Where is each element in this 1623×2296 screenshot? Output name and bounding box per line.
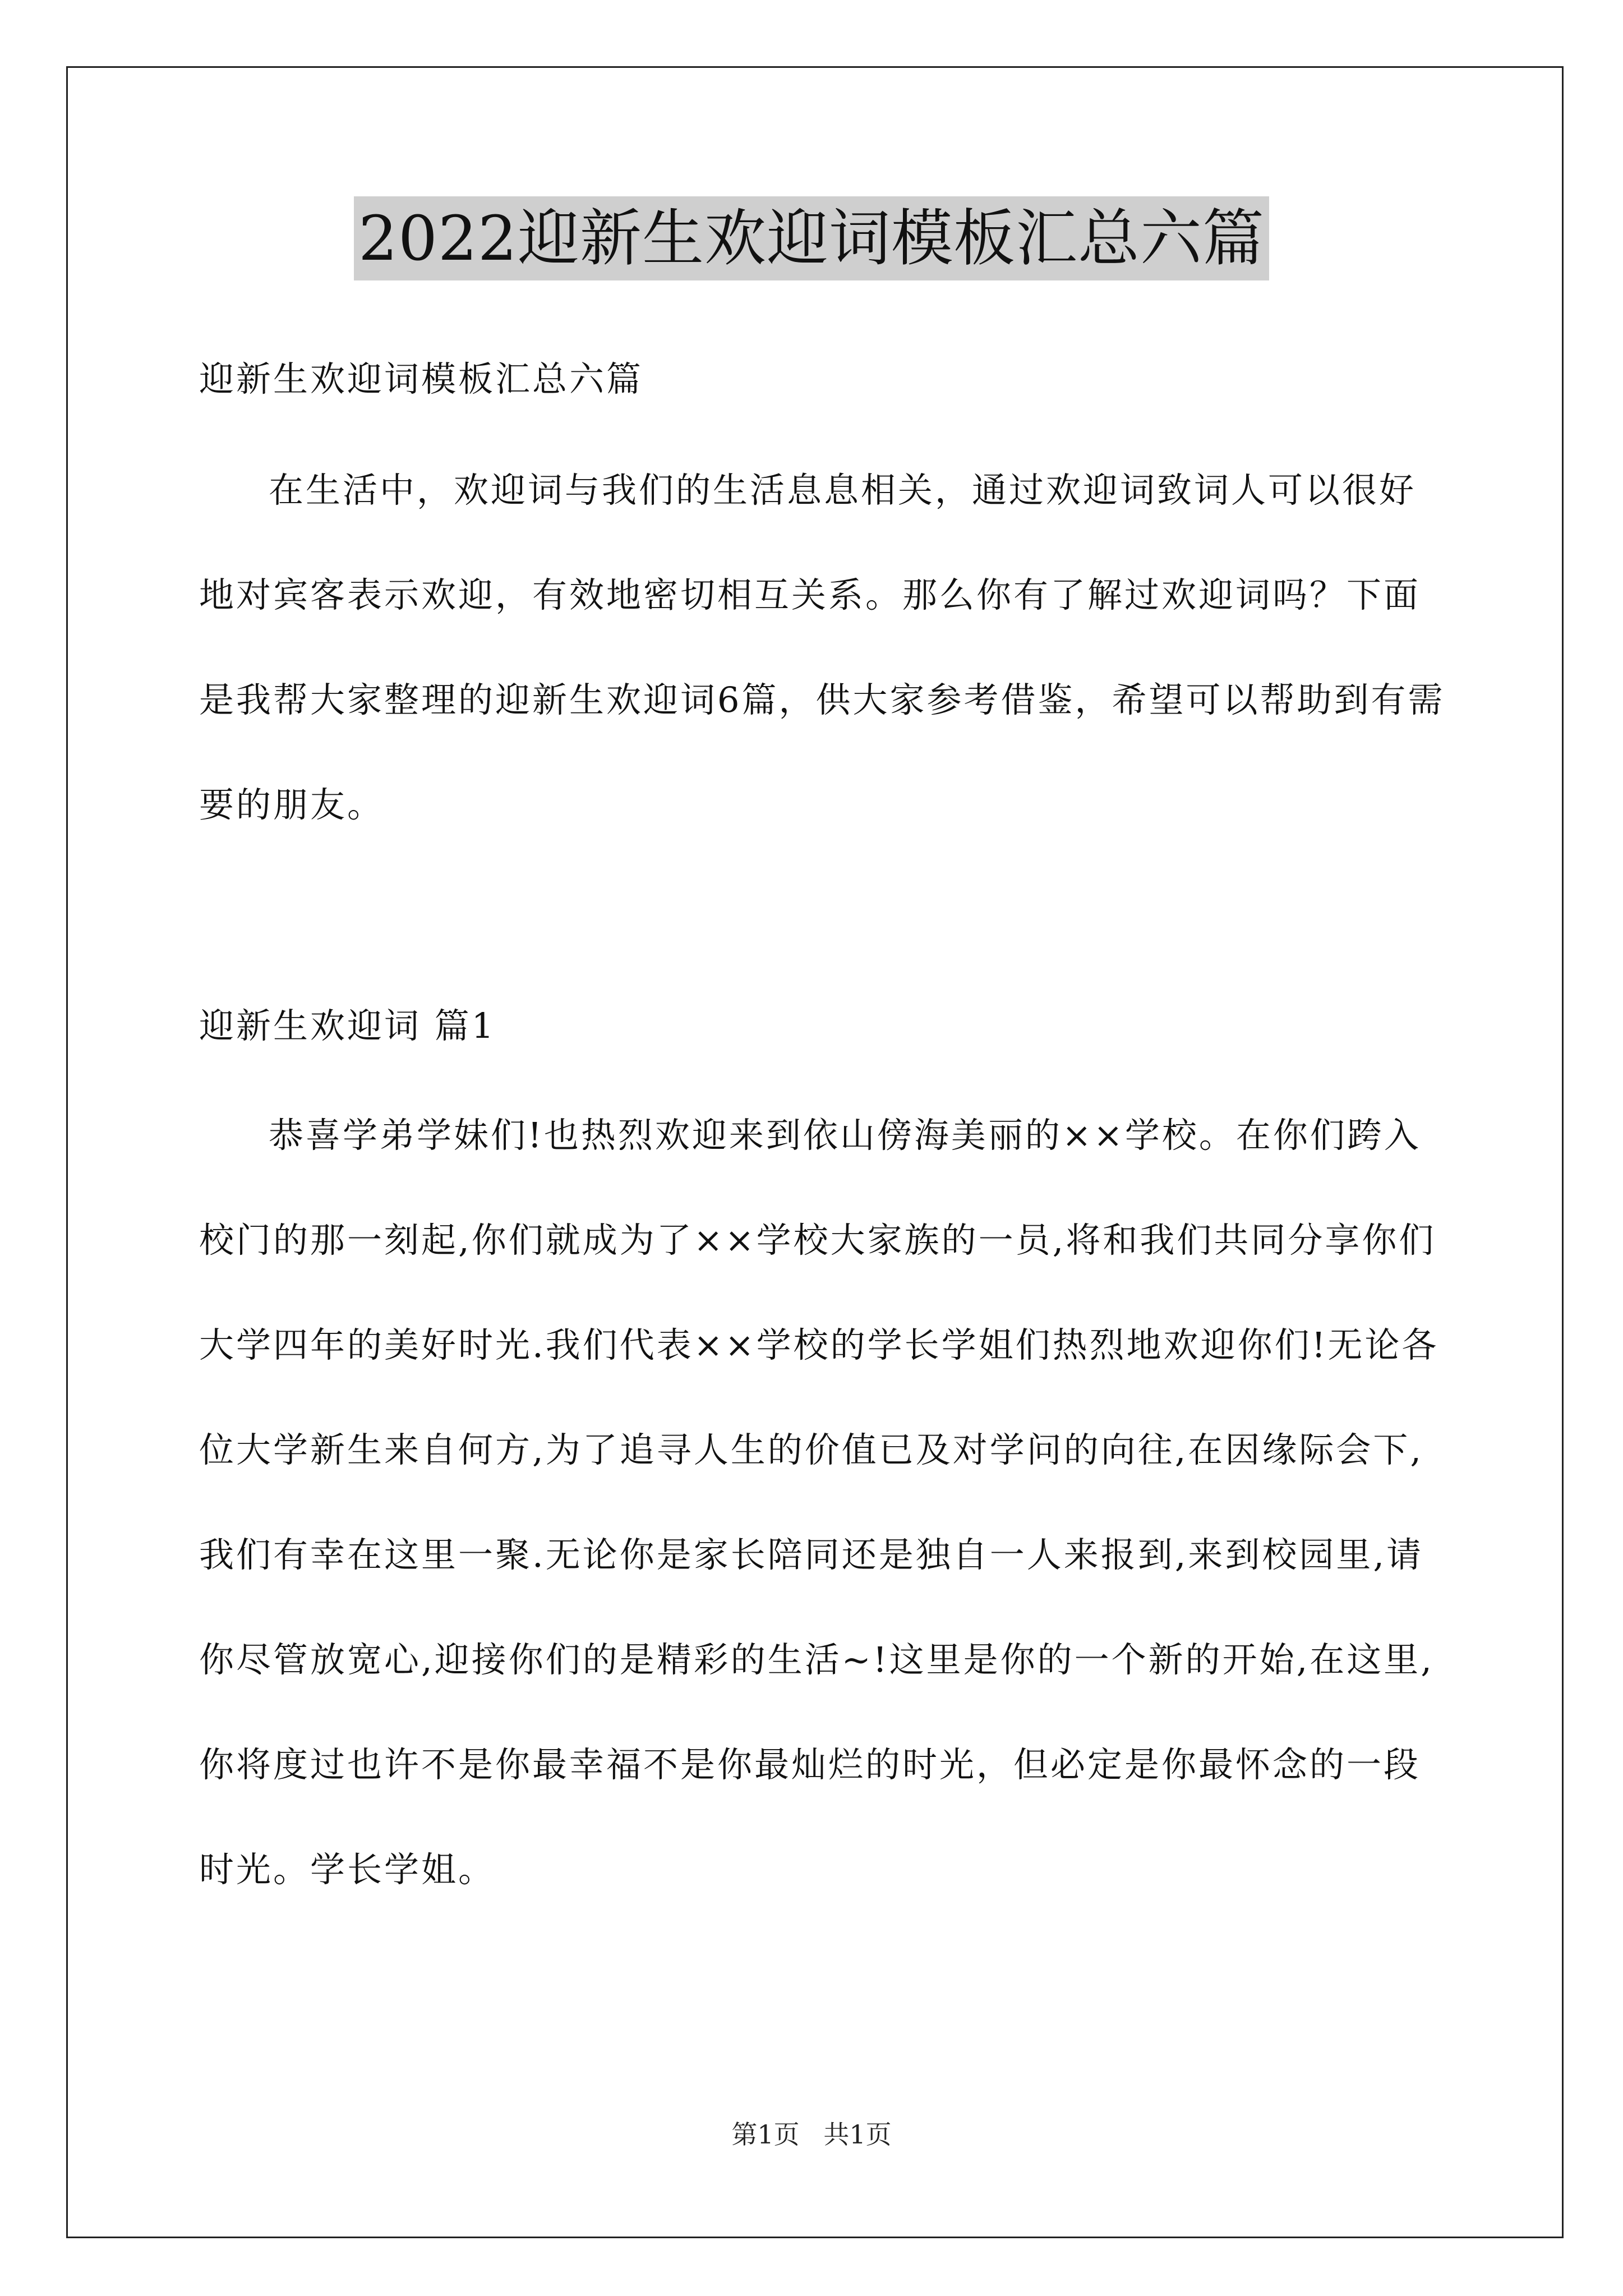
section-heading: 迎新生欢迎词 篇1 [199,1005,496,1046]
page-footer [0,2118,1623,2151]
document-title: 2022迎新生欢迎词模板汇总六篇 [354,196,1269,280]
intro-paragraph: 在生活中，欢迎词与我们的生活息息相关，通过欢迎词致词人可以很好地对宾客表示欢迎，有效地密切相互关系。那么你有了解过欢迎词吗？下面是我帮大家整理的迎新生欢迎词6篇，供大家参考借鉴，希望可以帮助到有需要的朋友。 [199,470,1445,825]
page-number: 第1页 [731,2119,800,2150]
title-container [0,196,1623,280]
page-total: 共1页 [823,2119,892,2150]
section-paragraph: 恭喜学弟学妹们!也热烈欢迎来到依山傍海美丽的××学校。在你们跨入校门的那一刻起,你们就成为了××学校大家族的一员,将和我们共同分享你们大学四年的美好时光.我们代表××学校的学长学姐们热烈地欢迎你们!无论各位大学新生来自何方,为了追寻人生的价值已及对学问的向往,在因缘际会下,我们有幸在这里一聚.无论你是家长陪同还是独自一人来报到,来到校园里,请你尽管放宽心,迎接你们的是精彩的生活~!这里是你的一个新的开始,在这里,你将度过也许不是你最幸福不是你最灿烂的时光，但必定是你最怀念的一段时光。学长学姐。 [199,1115,1439,1890]
document-subtitle: 迎新生欢迎词模板汇总六篇 [199,358,644,399]
